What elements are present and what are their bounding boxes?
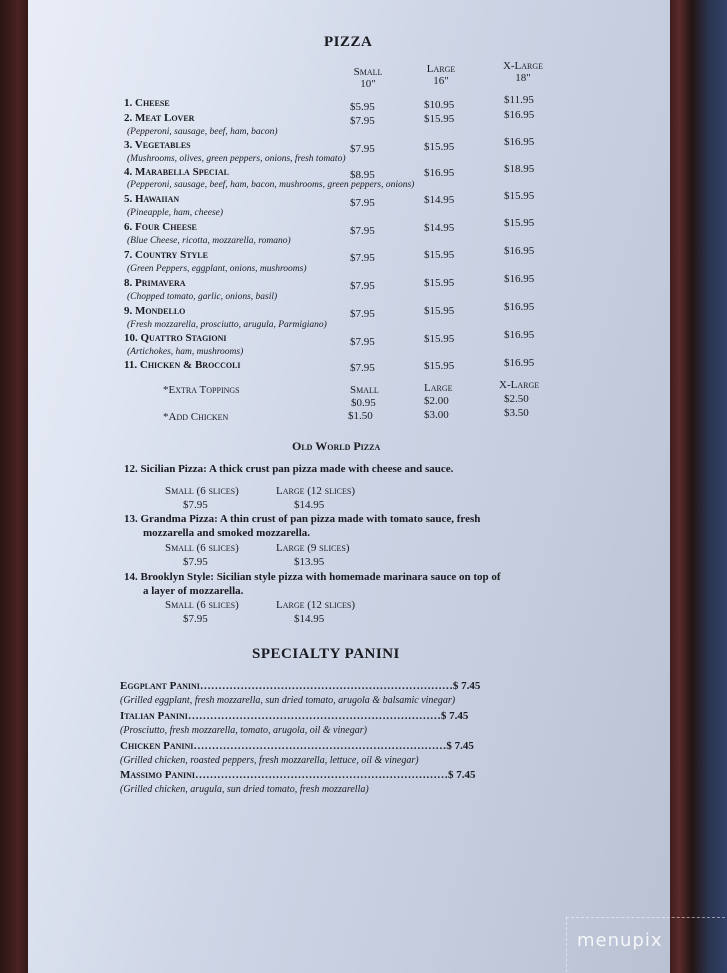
price-small: $7.95: [350, 252, 375, 264]
col-large-size: 16": [433, 75, 449, 87]
price-large: $15.95: [424, 141, 455, 153]
pizza-item-desc: (Pepperoni, sausage, beef, ham, bacon): [127, 127, 278, 137]
price-large: $15.95: [424, 249, 455, 261]
extra-toppings-large: $2.00: [424, 395, 449, 407]
add-chicken-xlarge: $3.50: [504, 407, 529, 419]
old-world-item-line: 12. Sicilian Pizza: A thick crust pan pizza made with cheese and sauce.: [124, 463, 454, 475]
col-large-header: [427, 63, 456, 87]
menu-page: [28, 0, 670, 973]
old-world-small-label: Small (6 slices): [165, 599, 239, 611]
frame-left: [0, 0, 30, 973]
pizza-item-desc: (Pepperoni, sausage, beef, ham, bacon, mushrooms, green peppers, onions): [127, 180, 415, 190]
price-xlarge: $16.95: [504, 109, 535, 121]
frame-right: [668, 0, 727, 973]
price-xlarge: $16.95: [504, 329, 535, 341]
old-world-title: Old World Pizza: [292, 439, 381, 453]
col-large-label: Large: [426, 63, 456, 75]
price-large: $16.95: [424, 167, 455, 179]
price-small: $7.95: [350, 143, 375, 155]
price-xlarge: $16.95: [504, 273, 535, 285]
pizza-item-desc: (Artichokes, ham, mushrooms): [127, 347, 244, 357]
pizza-item-desc: (Green Peppers, eggplant, onions, mushrooms): [127, 264, 307, 274]
pizza-item-name: 11. Chicken & Broccoli: [124, 359, 241, 371]
price-xlarge: $15.95: [504, 190, 535, 202]
pizza-item-desc: (Blue Cheese, ricotta, mozzarella, romano): [127, 236, 291, 246]
panini-item-line: Italian Panini……………………………………………………………$ 7.45: [120, 710, 469, 722]
extras-small-label: Small: [350, 384, 379, 396]
price-xlarge: $16.95: [504, 357, 535, 369]
price-xlarge: $18.95: [504, 163, 535, 175]
pizza-item-name: 10. Quattro Stagioni: [124, 332, 227, 344]
pizza-item-name: 3. Vegetables: [124, 139, 191, 151]
pizza-item-desc: (Pineapple, ham, cheese): [127, 208, 224, 218]
price-large: $15.95: [424, 277, 455, 289]
extras-xlarge-label: X-Large: [499, 379, 540, 391]
old-world-item-line: 13. Grandma Pizza: A thin crust of pan pizza made with tomato sauce, fresh: [124, 513, 481, 525]
panini-item-desc: (Grilled eggplant, fresh mozzarella, sun dried tomato, arugola & balsamic vinegar): [120, 695, 456, 706]
price-large: $15.95: [424, 305, 455, 317]
price-xlarge: $16.95: [504, 301, 535, 313]
old-world-large-price: $14.95: [294, 613, 325, 625]
pizza-item-desc: (Fresh mozzarella, prosciutto, arugula, Parmigiano): [127, 320, 327, 330]
price-small: $7.95: [350, 197, 375, 209]
price-xlarge: $16.95: [504, 245, 535, 257]
old-world-large-price: $14.95: [294, 499, 325, 511]
col-xlarge-header: [503, 60, 543, 84]
price-xlarge: $15.95: [504, 217, 535, 229]
price-large: $15.95: [424, 113, 455, 125]
old-world-item-line: mozzarella and smoked mozzarella.: [143, 527, 311, 539]
add-chicken-label: *Add Chicken: [163, 411, 229, 423]
pizza-item-desc: (Mushrooms, olives, green peppers, onions, fresh tomato): [127, 154, 346, 164]
col-small-label: Small: [353, 66, 383, 78]
col-xlarge-size: 18": [515, 72, 531, 84]
extras-large-label: Large: [424, 382, 453, 394]
old-world-small-price: $7.95: [183, 499, 208, 511]
panini-item-line: Massimo Panini……………………………………………………………$ 7.45: [120, 769, 476, 781]
pizza-item-name: 9. Mondello: [124, 305, 186, 317]
panini-title: SPECIALTY PANINI: [252, 646, 400, 662]
old-world-small-label: Small (6 slices): [165, 542, 239, 554]
col-xlarge-label: X-Large: [502, 60, 544, 72]
price-xlarge: $11.95: [504, 94, 534, 106]
pizza-title: PIZZA: [324, 34, 373, 50]
old-world-large-label: Large (9 slices): [276, 542, 350, 554]
extra-toppings-small: $0.95: [351, 397, 376, 409]
extra-toppings-label: *Extra Toppings: [163, 384, 240, 396]
price-small: $7.95: [350, 308, 375, 320]
price-small: $7.95: [350, 362, 375, 374]
col-small-header: [354, 66, 383, 90]
panini-item-desc: (Grilled chicken, arugula, sun dried tomato, fresh mozzarella): [120, 784, 369, 795]
old-world-item-line: 14. Brooklyn Style: Sicilian style pizza with homemade marinara sauce on top of: [124, 571, 501, 583]
price-xlarge: $16.95: [504, 136, 535, 148]
old-world-small-price: $7.95: [183, 613, 208, 625]
price-small: $7.95: [350, 225, 375, 237]
pizza-item-name: 8. Primavera: [124, 277, 186, 289]
pizza-item-name: 4. Marabella Special: [124, 166, 229, 178]
panini-item-desc: (Prosciutto, fresh mozzarella, tomato, arugola, oil & vinegar): [120, 725, 367, 736]
pizza-item-name: 5. Hawaiian: [124, 193, 180, 205]
watermark-text: menupix: [577, 930, 663, 951]
old-world-item-line: a layer of mozzarella.: [143, 585, 244, 597]
pizza-item-name: 2. Meat Lover: [124, 112, 195, 124]
old-world-small-label: Small (6 slices): [165, 485, 239, 497]
add-chicken-large: $3.00: [424, 409, 449, 421]
price-large: $14.95: [424, 194, 455, 206]
price-small: $5.95: [350, 101, 375, 113]
panini-item-line: Eggplant Panini……………………………………………………………$ 7.45: [120, 680, 481, 692]
add-chicken-small: $1.50: [348, 410, 373, 422]
price-large: $14.95: [424, 222, 455, 234]
panini-item-line: Chicken Panini……………………………………………………………$ 7.45: [120, 740, 474, 752]
price-small: $8.95: [350, 169, 375, 181]
price-small: $7.95: [350, 336, 375, 348]
old-world-large-label: Large (12 slices): [276, 485, 355, 497]
col-small-size: 10": [360, 78, 376, 90]
old-world-large-label: Large (12 slices): [276, 599, 355, 611]
price-large: $15.95: [424, 360, 455, 372]
pizza-item-name: 6. Four Cheese: [124, 221, 197, 233]
extra-toppings-xlarge: $2.50: [504, 393, 529, 405]
price-small: $7.95: [350, 280, 375, 292]
pizza-item-name: 1. Cheese: [124, 97, 170, 109]
price-large: $15.95: [424, 333, 455, 345]
price-large: $10.95: [424, 99, 455, 111]
price-small: $7.95: [350, 115, 375, 127]
panini-item-desc: (Grilled chicken, roasted peppers, fresh mozzarella, lettuce, oil & vinegar): [120, 755, 419, 766]
old-world-large-price: $13.95: [294, 556, 325, 568]
old-world-small-price: $7.95: [183, 556, 208, 568]
pizza-item-desc: (Chopped tomato, garlic, onions, basil): [127, 292, 278, 302]
pizza-item-name: 7. Country Style: [124, 249, 208, 261]
menupix-watermark: [566, 917, 725, 972]
